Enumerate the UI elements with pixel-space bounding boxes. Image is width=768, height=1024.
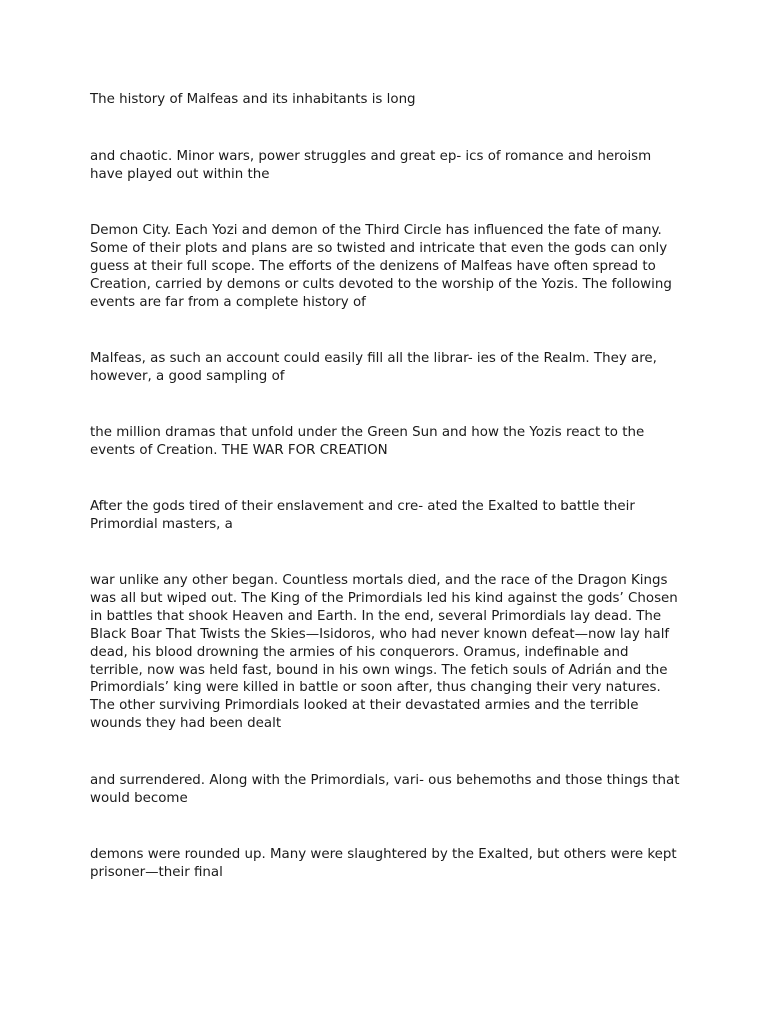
paragraph: the million dramas that unfold under the Green Sun and how the Yozis react to the events of Creation. THE WAR FOR CREATION [90, 425, 645, 458]
paragraph: Demon City. Each Yozi and demon of the Third Circle has influenced the fate of many. Some of their plots and plans are so twisted and intricate that even the gods can only guess at their full scope. The efforts of the denizens of Malfeas have often spread to Creation, carried by demons or cults devoted to the worship of the Yozis. The following events are far from a complete history of [90, 223, 672, 310]
paragraph: The history of Malfeas and its inhabitants is long [90, 92, 416, 107]
paragraph: Malfeas, as such an account could easily fill all the librar- ies of the Realm. They are, however, a good sampling of [90, 351, 657, 384]
paragraph: and surrendered. Along with the Primordials, vari- ous behemoths and those things that would become [90, 773, 680, 806]
paragraph: and chaotic. Minor wars, power struggles and great ep- ics of romance and heroism have played out within the [90, 149, 652, 182]
paragraph: demons were rounded up. Many were slaughtered by the Exalted, but others were kept prisoner—their final [90, 847, 677, 880]
paragraph: After the gods tired of their enslavement and cre- ated the Exalted to battle their Primordial masters, a [90, 499, 635, 532]
paragraph: war unlike any other began. Countless mortals died, and the race of the Dragon Kings was all but wiped out. The King of the Primordials led his kind against the gods’ Chosen in battles that shook Heaven and Earth. In the end, several Primordials lay dead. The Black Boar That Twists the Skies—Isidoros, who had never known defeat—now lay half dead, his blood drowning the armies of his conquerors. Oramus, indefinable and terrible, now was held fast, bound in his own wings. The fetich souls of Adrián and the Primordials’ king were killed in battle or soon after, thus changing their very natures. The other surviving Primordials looked at their devastated armies and the terrible wounds they had been dealt [90, 573, 678, 732]
